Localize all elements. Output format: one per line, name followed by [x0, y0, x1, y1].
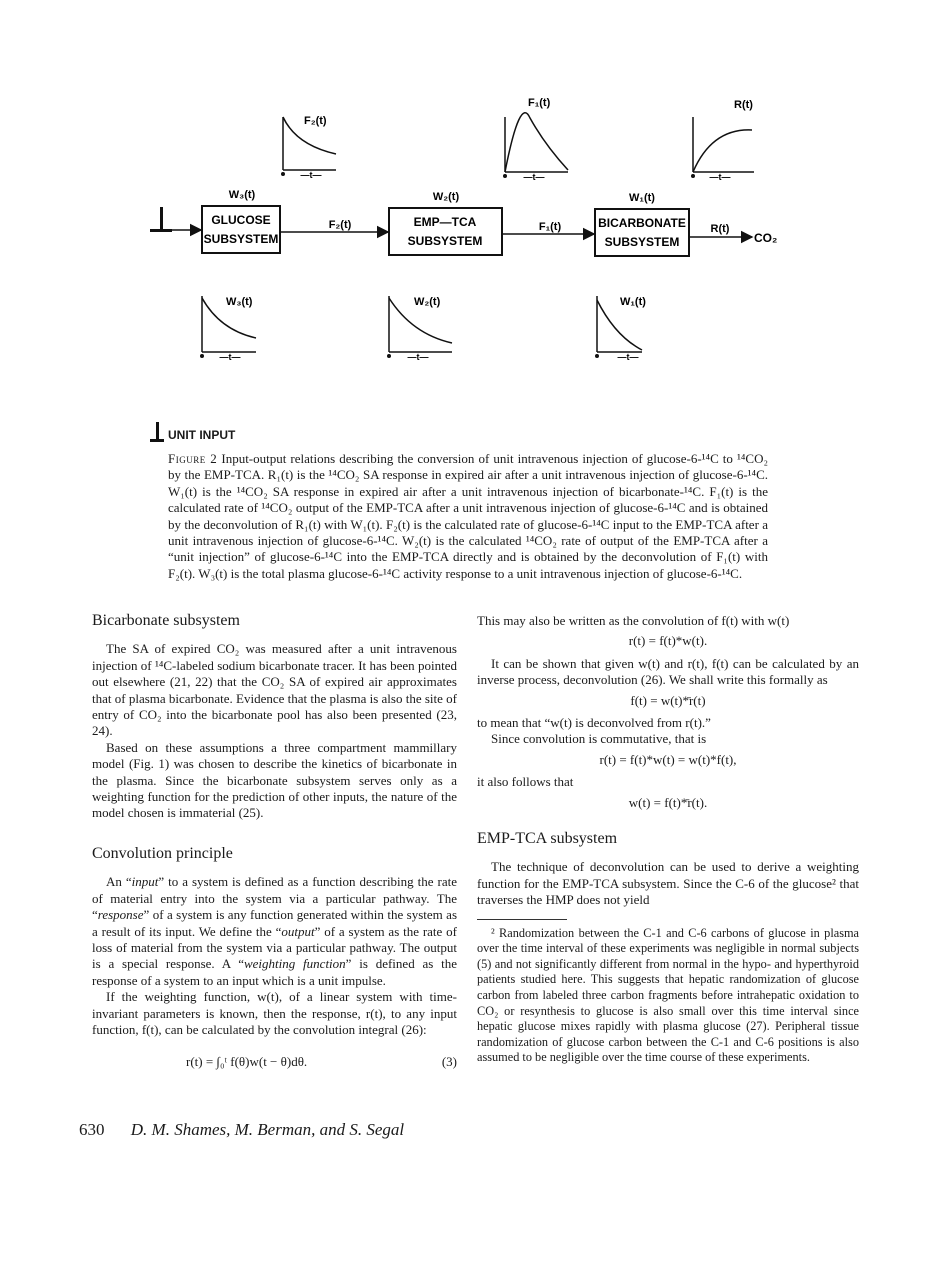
graph-label-r: R(t) [734, 99, 753, 111]
box-label-line1: GLUCOSE [211, 213, 271, 227]
glucose-subsystem-box [202, 206, 280, 253]
unit-input-legend [150, 422, 235, 442]
co2-label: CO₂ [754, 231, 778, 245]
footnote: ² Randomization between the C-1 and C-6 carbons of glucose in plasma over the time interval of these experiments was negligible in normal subjects (5) and not significantly different from normal in the hypo- and hyperthyroid patients studied here. This suggests that hepatic randomization of glucose carbon from labeled three carbon fragments before intrahepatic oxidation to CO₂ or resynthesis to glucose is also small over this time interval since hepatic glucose mixes rapidly with plasma glucose (27). Peripheral tissue randomization of glucose carbon between the C-1 and C-6 positions is also assumed to be negligible over the time course of these experiments. [477, 925, 859, 1065]
paragraph: The SA of expired CO₂ was measured after a unit intravenous injection of ¹⁴C-labeled sodium bicarbonate tracer. It has been pointed out elsewhere (21, 22) that the CO₂ SA of expired air approximates that of plasma bicarbonate. Evidence that the plasma is also the site of entry of CO₂ into the bicarbonate pool has also been presented (23, 24). [92, 641, 457, 739]
paragraph: It can be shown that given w(t) and r(t), f(t) can be calculated by an inverse process, deconvolution (26). We shall write this formally as [477, 655, 859, 688]
term-input: input [131, 874, 159, 890]
weight-label-w2: W₂(t) [432, 191, 460, 203]
term-weighting-function: weighting function [243, 956, 346, 972]
figure-caption [168, 451, 768, 582]
section-heading-emp-tca: EMP-TCA subsystem [477, 830, 618, 848]
equation: r(t) = f(t)*w(t) = w(t)*f(t), [599, 751, 737, 767]
graph-label-w2: W₂(t) [414, 296, 441, 308]
equation: w(t) = f(t)*̄r(t). [628, 794, 708, 810]
equation: f(t) = w(t)*̄r(t) [630, 692, 706, 708]
axis-label-t: —t— [709, 172, 731, 182]
box-label-line2: SUBSYSTEM [604, 235, 680, 249]
flow-label-r: R(t) [710, 223, 730, 235]
bicarbonate-subsystem-box [595, 209, 689, 256]
paragraph: it also follows that [477, 774, 574, 790]
paragraph: to mean that “w(t) is deconvolved from r(t).” [477, 715, 711, 731]
graph-label-w3: W₃(t) [226, 296, 253, 308]
equation-body: r(t) = ∫₀ᵗ f(θ)w(t − θ)dθ. [186, 1054, 308, 1070]
footnote-rule [477, 919, 567, 920]
graph-w2 [387, 296, 452, 362]
graph-w3 [200, 296, 256, 362]
axis-label-t: —t— [617, 352, 639, 362]
axis-label-t: —t— [523, 172, 545, 182]
right-column [477, 613, 859, 1066]
caption-prefix: Figure 2 [168, 451, 218, 466]
section-heading-convolution: Convolution principle [92, 844, 233, 862]
unit-impulse-icon [150, 422, 164, 442]
weight-label-w3: W₃(t) [228, 189, 256, 201]
section-heading-bicarbonate: Bicarbonate subsystem [92, 612, 240, 629]
graph-w1 [595, 296, 646, 362]
graph-f2 [281, 115, 336, 180]
figure-2-diagram [0, 0, 936, 450]
graph-label-w1: W₁(t) [620, 296, 646, 308]
graph-label-f2: F₂(t) [304, 115, 327, 127]
axis-label-t: —t— [300, 170, 322, 180]
axis-label-t: —t— [219, 352, 241, 362]
left-column [92, 613, 457, 1071]
paragraph: If the weighting function, w(t), of a linear system with time-invariant parameters is known, then the response, r(t), to any input function, f(t), can be calculated by the convolution integral (26): [92, 989, 457, 1037]
caption-text: Input-output relations describing the conversion of unit intravenous injection of glucose-6-¹⁴C to ¹⁴CO₂ by the EMP-TCA. R₁(t) is the ¹⁴CO₂ SA response in expired air after a unit intravenous injection of glucose-6-¹⁴C. W₁(t) is the ¹⁴CO₂ SA response in expired air after a unit intravenous injection of bicarbonate-¹⁴C. F₁(t) is the calculated rate of ¹⁴CO₂ output of the EMP-TCA after a unit intravenous injection of glucose-6-¹⁴C and is obtained by the deconvolution of R₁(t) with W₁(t). F₂(t) is the calculated rate of glucose-6-¹⁴C input to the EMP-TCA after a unit intravenous injection of glucose-6-¹⁴C. W₂(t) is the calculated ¹⁴CO₂ rate of output of the EMP-TCA after a “unit injection” of glucose-6-¹⁴C into the EMP-TCA directly and is obtained by the deconvolution of F₁(t) with F₂(t). W₃(t) is the total plasma glucose-6-¹⁴C activity response to a unit intravenous injection of glucose-6-¹⁴C. [168, 451, 768, 581]
paragraph: Since convolution is commutative, that is [491, 731, 707, 747]
running-authors: D. M. Shames, M. Berman, and S. Segal [130, 1120, 405, 1139]
box-label-line1: BICARBONATE [598, 216, 686, 230]
equation-number: (3) [441, 1054, 457, 1070]
weight-label-w1: W₁(t) [629, 192, 655, 204]
page-footer [79, 1120, 404, 1140]
flow-label-f2: F₂(t) [328, 219, 352, 231]
unit-input-label: UNIT INPUT [168, 428, 236, 442]
graph-r [691, 99, 754, 182]
equation: r(t) = f(t)*w(t). [628, 633, 708, 649]
term-response: response [97, 907, 144, 923]
box-label-line2: SUBSYSTEM [203, 232, 279, 246]
graph-label-f1: F₁(t) [528, 97, 551, 109]
page-number: 630 [79, 1120, 105, 1139]
box-label-line1: EMP—TCA [413, 215, 477, 229]
paragraph: Based on these assumptions a three compartment mammillary model (Fig. 1) was chosen to describe the kinetics of bicarbonate in the plasma. Since the bicarbonate subsystem serves only as a weighting function for the prediction of other inputs, the nature of the model chosen is immaterial (25). [92, 739, 457, 821]
paragraph: This may also be written as the convolution of f(t) with w(t) [477, 613, 790, 628]
unit-impulse-symbol [150, 207, 172, 232]
term-output: output [281, 923, 315, 939]
equation-3 [92, 1054, 457, 1070]
paragraph: The technique of deconvolution can be used to derive a weighting function for the EMP-TCA subsystem. Since the C-6 of the glucose² that traverses the HMP does not yield [477, 859, 859, 908]
graph-f1 [503, 97, 568, 182]
axis-label-t: —t— [407, 352, 429, 362]
box-label-line2: SUBSYSTEM [407, 234, 483, 248]
paragraph-definitions: An “input” to a system is defined as a function describing the rate of material entry into the system via a particular pathway. The “response” of a system is any function generated within the system as a result of its input. We define the “output” of a system as the rate of loss of material from the system via a particular pathway. The output is a special response. A “weighting function” is defined as the response of a system to an input which is a unit impulse. [92, 874, 457, 988]
emp-tca-subsystem-box [389, 208, 502, 255]
flow-label-f1: F₁(t) [538, 221, 562, 233]
